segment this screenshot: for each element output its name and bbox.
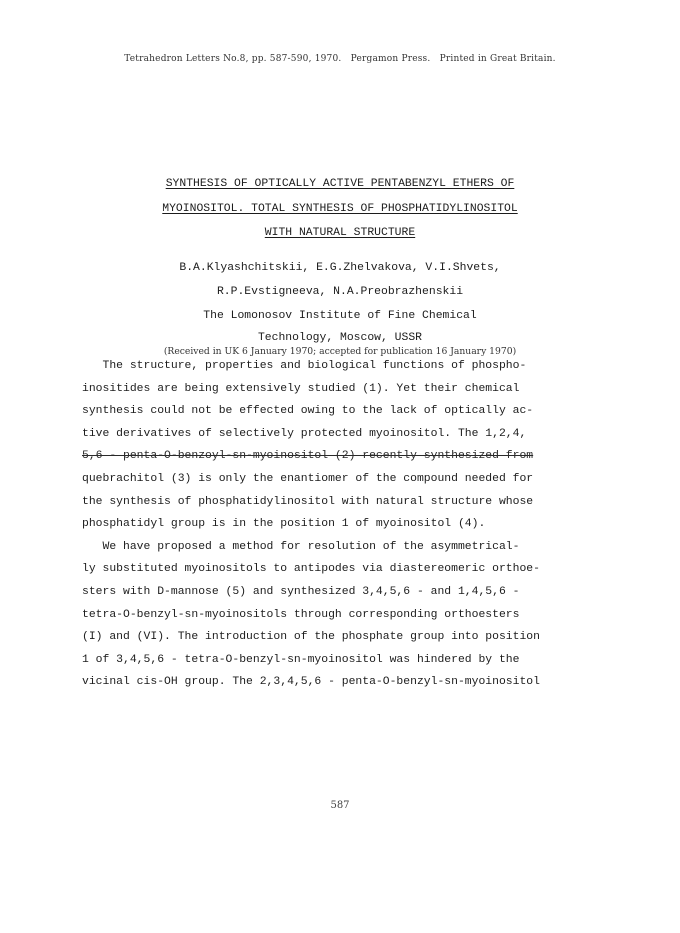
- article-title-line-3: WITH NATURAL STRUCTURE: [264, 227, 416, 239]
- body-line: tive derivatives of selectively protected myoinositol. The 1,2,4,: [82, 428, 527, 440]
- body-line: 1 of 3,4,5,6 - tetra-O-benzyl-sn-myoinositol was hindered by the: [82, 654, 520, 666]
- article-title-line-1: SYNTHESIS OF OPTICALLY ACTIVE PENTABENZYL ETHERS OF: [165, 178, 515, 190]
- body-line: synthesis could not be effected owing to the lack of optically ac-: [82, 405, 534, 417]
- body-line: ly substituted myoinositols to antipodes via diastereomeric orthoe-: [82, 563, 540, 575]
- body-line: phosphatidyl group is in the position 1 of myoinositol (4).: [82, 518, 486, 530]
- body-line: The structure, properties and biological functions of phospho-: [82, 360, 527, 372]
- authors-line-1: B.A.Klyashchitskii, E.G.Zhelvakova, V.I.Shvets,: [179, 262, 501, 274]
- body-line: sters with D-mannose (5) and synthesized 3,4,5,6 - and 1,4,5,6 -: [82, 586, 520, 598]
- page-number: 587: [330, 800, 350, 811]
- authors-line-2: R.P.Evstigneeva, N.A.Preobrazhenskii: [216, 286, 464, 298]
- body-line-struck: 5,6 - penta-O-benzoyl-sn-myoinositol (2) recently synthesized from: [82, 450, 534, 462]
- body-line: vicinal cis-OH group. The 2,3,4,5,6 - penta-O-benzyl-sn-myoinositol: [82, 676, 540, 688]
- affiliation-line-1: The Lomonosov Institute of Fine Chemical: [203, 310, 477, 322]
- article-title-line-2: MYOINOSITOL. TOTAL SYNTHESIS OF PHOSPHATIDYLINOSITOL: [162, 203, 518, 215]
- body-line: We have proposed a method for resolution of the asymmetrical-: [82, 541, 520, 553]
- body-line: inositides are being extensively studied (1). Yet their chemical: [82, 383, 520, 395]
- body-line: (I) and (VI). The introduction of the phosphate group into position: [82, 631, 540, 643]
- body-line: the synthesis of phosphatidylinositol with natural structure whose: [82, 496, 534, 508]
- affiliation-line-2: Technology, Moscow, USSR: [257, 332, 423, 344]
- journal-citation-header: Tetrahedron Letters No.8, pp. 587-590, 1970. Pergamon Press. Printed in Great Britain.: [124, 54, 556, 64]
- body-line: quebrachitol (3) is only the enantiomer of the compound needed for: [82, 473, 534, 485]
- body-line: tetra-O-benzyl-sn-myoinositols through corresponding orthoesters: [82, 609, 520, 621]
- received-dates: (Received in UK 6 January 1970; accepted for publication 16 January 1970): [163, 346, 517, 357]
